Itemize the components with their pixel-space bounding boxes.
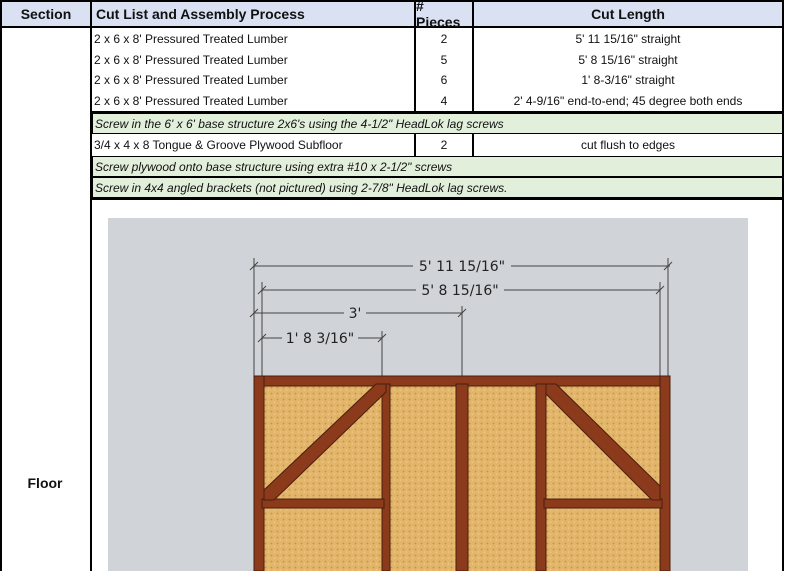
assembly-note-1: Screw in the 6' x 6' base structure 2x6's using the 4-1/2" HeadLok lag screws <box>92 113 783 134</box>
framing-svg <box>108 218 748 571</box>
dimension-label-overall: 5' 11 15/16" <box>418 259 506 275</box>
header-pieces: # Pieces <box>414 0 474 28</box>
row-2-pieces: 5 <box>440 52 448 67</box>
row-5-pieces: 2 <box>440 138 448 152</box>
dimension-lines <box>250 258 672 376</box>
assembly-note-2: Screw plywood onto base structure using extra #10 x 2-1/2" screws <box>92 156 783 177</box>
row-4-item: 2 x 6 x 8' Pressured Treated Lumber <box>94 93 288 108</box>
assembly-note-3: Screw in 4x4 angled brackets (not pictured) using 2-7/8" HeadLok lag screws. <box>92 177 783 198</box>
row-2-item: 2 x 6 x 8' Pressured Treated Lumber <box>94 52 288 67</box>
row-2-length: 5' 8 15/16" straight <box>578 52 678 67</box>
row-5-item: 3/4 x 4 x 8 Tongue & Groove Plywood Subfloor <box>94 138 343 152</box>
header-process: Cut List and Assembly Process <box>90 0 416 28</box>
row-1-length: 5' 11 15/16" straight <box>575 32 681 46</box>
header-length: Cut Length <box>472 0 784 28</box>
row-5-length: cut flush to edges <box>580 138 676 152</box>
dimension-label-joist-spacing: 1' 8 3/16" <box>285 331 355 347</box>
header-section: Section <box>0 0 92 28</box>
row-3-length: 1' 8-3/16" straight <box>581 73 675 87</box>
section-label: Floor <box>27 475 63 491</box>
dimension-label-inner: 5' 8 15/16" <box>421 283 499 299</box>
row-4-pieces: 4 <box>440 93 448 108</box>
grid-line <box>90 198 784 200</box>
floor-framing-diagram <box>108 218 748 571</box>
row-1-pieces: 2 <box>440 32 448 46</box>
grid-line <box>782 27 784 571</box>
row-3-item: 2 x 6 x 8' Pressured Treated Lumber <box>94 73 288 87</box>
row-3-pieces: 6 <box>440 73 448 87</box>
row-4-length: 2' 4-9/16" end-to-end; 45 degree both ends <box>513 93 743 108</box>
row-1-item: 2 x 6 x 8' Pressured Treated Lumber <box>94 32 288 46</box>
dimension-label-center: 3' <box>348 306 362 322</box>
